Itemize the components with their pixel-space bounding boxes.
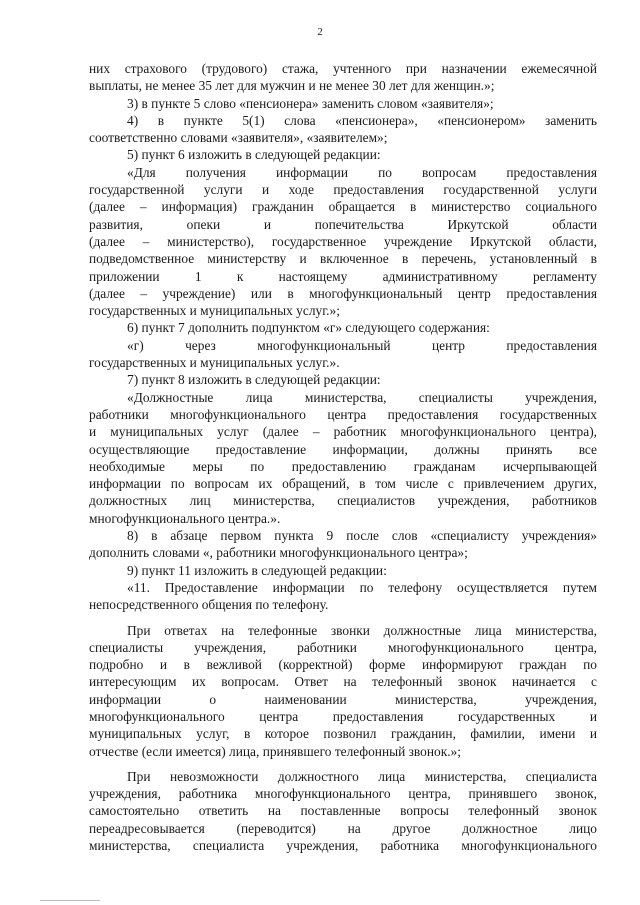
text-line: «11. Предоставление информации по телефону осуществляется путем — [127, 579, 597, 595]
text-line: министерства, специалиста учреждения, работника многофункционального — [89, 838, 597, 854]
text-line: При невозможности должностного лица министерства, специалиста — [127, 768, 597, 784]
text-line: информации по вопросам их обращений, в том числе с привлечением других, — [89, 476, 597, 492]
text-line: При ответах на телефонные звонки должностные лица министерства, — [127, 622, 597, 638]
text-line: дополнить словами «, работники многофункционального центра»; — [89, 545, 468, 561]
text-line: 4) в пункте 5(1) слова «пенсионера», «пенсионером» заменить — [127, 112, 597, 128]
text-line: многофункционального центра.». — [89, 510, 281, 526]
text-line: и муниципальных услуг (далее – работник многофункционального центра), — [89, 424, 597, 440]
text-line: выплаты, не менее 35 лет для мужчин и не менее 30 лет для женщин.»; — [89, 78, 495, 94]
text-line: них страхового (трудового) стажа, учтенного при назначении ежемесячной — [89, 61, 597, 76]
text-line: 7) пункт 8 изложить в следующей редакции: — [127, 372, 381, 388]
text-line: государственной услуги и ходе предоставления государственной услуги — [89, 182, 597, 198]
page-number: 2 — [317, 26, 323, 38]
text-line: соответственно словами «заявителя», «заявителем»; — [89, 130, 388, 146]
text-line: переадресовывается (переводится) на другое должностное лицо — [89, 820, 597, 836]
text-line: государственных и муниципальных услуг.». — [89, 355, 340, 371]
text-line: учреждения, работника многофункционального центра, принявшего звонок, — [89, 786, 597, 802]
text-line: интересующим их вопросам. Ответ на телефонный звонок начинается с — [89, 674, 597, 690]
text-line: (далее – учреждение) или в многофункциональный центр предоставления — [89, 285, 597, 301]
document-body — [89, 60, 597, 854]
text-line: 3) в пункте 5 слово «пенсионера» заменить словом «заявителя»; — [127, 95, 494, 111]
text-line: (далее – министерство), государственное учреждение Иркутской области, — [89, 233, 597, 249]
text-line: 6) пункт 7 дополнить подпунктом «г» следующего содержания: — [127, 320, 490, 336]
text-line: необходимые меры по предоставлению гражданам исчерпывающей — [89, 458, 597, 474]
text-line: «Должностные лица министерства, специалисты учреждения, — [127, 389, 597, 405]
text-line: муниципальных услуг, в которое позвонил гражданин, фамилии, имени и — [89, 726, 597, 742]
text-line: (далее – информация) гражданин обращается в министерство социального — [89, 199, 597, 215]
text-line: приложении 1 к настоящему административному регламенту — [89, 268, 597, 284]
text-line: подведомственное министерству и включенное в перечень, установленный в — [89, 251, 597, 267]
text-line: работники многофункционального центра предоставления государственных — [89, 406, 597, 422]
text-line: государственных и муниципальных услуг.»; — [89, 303, 340, 319]
text-line: должностных лиц министерства, специалистов учреждения, работников — [89, 493, 597, 509]
text-line: самостоятельно ответить на поставленные вопросы телефонный звонок — [89, 803, 597, 819]
text-line: 8) в абзаце первом пункта 9 после слов «специалисту учреждения» — [127, 528, 597, 544]
text-line: подробно и в вежливой (корректной) форме информируют граждан по — [89, 657, 597, 673]
text-line: 5) пункт 6 изложить в следующей редакции: — [127, 147, 381, 163]
text-line: «Для получения информации по вопросам предоставления — [127, 164, 597, 180]
text-line: непосредственного общения по телефону. — [89, 597, 329, 613]
text-line: развития, опеки и попечительства Иркутской области — [89, 216, 597, 232]
text-line: 9) пункт 11 изложить в следующей редакции: — [127, 562, 387, 578]
text-line: отчестве (если имеется) лица, принявшего телефонный звонок.»; — [89, 743, 461, 759]
scan-artifact-line — [40, 900, 100, 901]
text-line: осуществляющие предоставление информации, должны принять все — [89, 441, 597, 457]
text-line: «г) через многофункциональный центр предоставления — [127, 337, 597, 353]
text-line: многофункционального центра предоставления государственных и — [89, 708, 597, 724]
text-line: информации о наименовании министерства, учреждения, — [89, 691, 597, 707]
text-line: специалисты учреждения, работники многофункционального центра, — [89, 639, 597, 655]
